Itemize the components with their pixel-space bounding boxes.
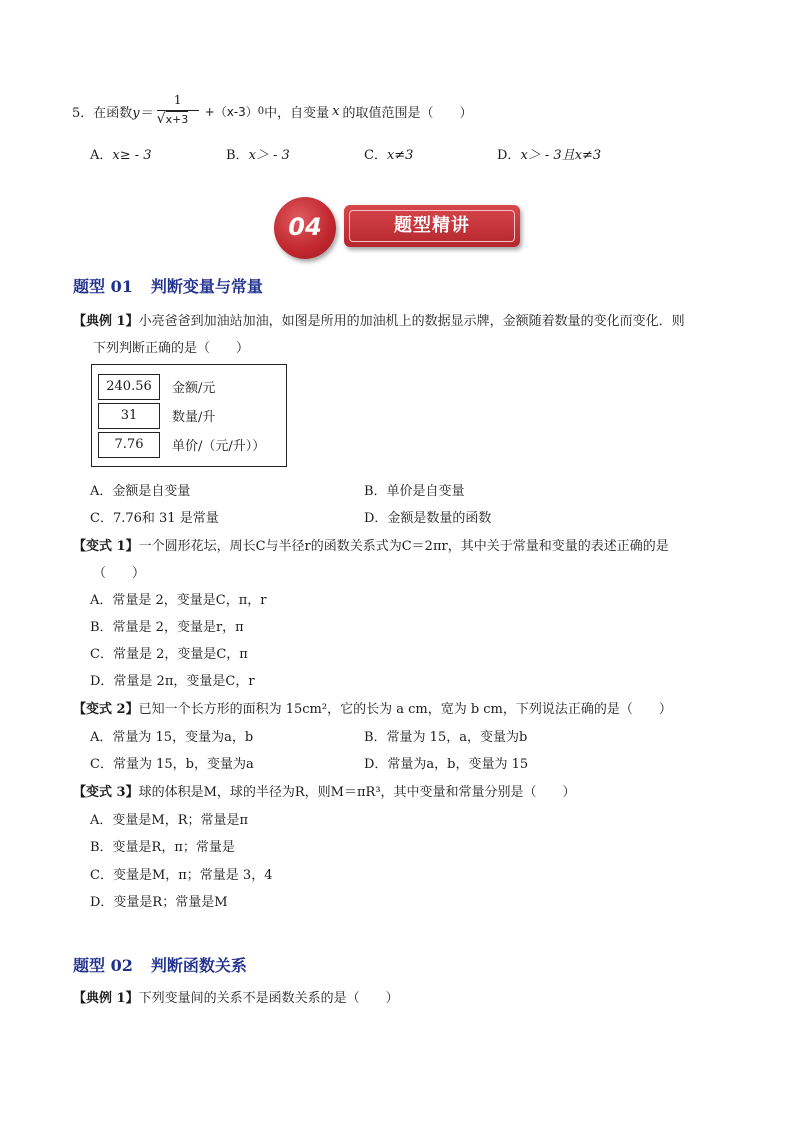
section-01-title: 判断变量与常量 [150,277,263,296]
option-math: x＞ - 3 [248,148,290,163]
option-a[interactable]: A．金额是自变量 [90,484,191,499]
fuel-display-board [91,364,287,467]
variant-3-line-1 [73,781,576,800]
option-math: x≠3 [386,148,414,163]
option-a[interactable]: A．常量为 15，变量为a，b [90,730,254,745]
section-02-number: 题型 02 [73,956,133,975]
radical-icon: √ [156,111,166,127]
example-text: 下列变量间的关系不是函数关系的是（ ） [138,991,399,1006]
option-c[interactable] [364,144,413,163]
option-c[interactable]: C．变量是M，π；常量是 3，4 [90,868,273,883]
example-2-line-1 [73,987,399,1006]
option-c[interactable]: C．7.76和 31 是常量 [90,511,219,526]
question-5-lead: 5．在函数 [72,105,133,121]
question-5-stem [72,93,473,127]
variant-text: 一个圆形花坛，周长C与半径r的函数关系式为C＝2πr，其中关于常量和变量的表述正确的是 [138,539,669,554]
display-value-quantity: 31 [98,403,160,429]
option-d[interactable]: D．常量是 2π，变量是C，r [90,674,255,689]
section-banner [344,205,520,247]
fraction-numerator: 1 [173,93,182,107]
display-value-amount: 240.56 [98,374,160,400]
example-tag: 【典例 1】 [73,991,139,1006]
option-d[interactable]: D．常量为a，b，变量为 15 [364,757,529,772]
variant-text: 已知一个长方形的面积为 15cm²，它的长为 a cm，宽为 b cm，下列说法正确的是（ ） [138,702,672,717]
variable-x: x [332,103,340,119]
option-math: x≥ - 3 [112,148,152,163]
option-letter: C． [364,148,387,163]
option-letter: A． [90,148,113,163]
section-02-heading [73,953,247,976]
variant-text: 球的体积是M，球的半径为R，则M＝πR³，其中变量和常量分别是（ ） [138,785,576,800]
option-b[interactable]: B．单价是自变量 [364,484,465,499]
section-01-number: 题型 01 [73,277,133,296]
section-02-title: 判断函数关系 [150,956,247,975]
option-b[interactable] [226,144,290,163]
variant-tag: 【变式 1】 [73,539,139,554]
option-a[interactable] [90,144,152,163]
display-label-price: 单价/（元/升）） [172,439,266,454]
option-a[interactable]: A．常量是 2，变量是C，π，r [90,593,267,608]
example-text: 小亮爸爸到加油站加油，如图是所用的加油机上的数据显示牌，金额随着数量的变化而变化．则 [138,314,685,329]
variant-1-line-2: （ ） [93,566,146,581]
section-number: 04 [288,213,322,241]
question-5-middle: 中，自变量 [264,105,330,121]
example-1-line-1 [73,310,685,329]
section-01-heading [73,274,263,297]
exponent: 0 [257,105,265,117]
option-a[interactable]: A．变量是M，R；常量是π [90,813,249,828]
variant-1-line-1 [73,535,669,554]
option-c[interactable]: C．常量是 2，变量是C，π [90,647,248,662]
y-equals: y＝ [132,105,153,121]
example-tag: 【典例 1】 [73,314,139,329]
option-c[interactable]: C．常量为 15，b，变量为a [90,757,254,772]
option-b[interactable]: B．变量是R，π；常量是 [90,840,235,855]
variant-tag: 【变式 2】 [73,702,139,717]
section-number-badge [274,197,336,259]
variant-2-line-1 [73,698,672,717]
display-value-price: 7.76 [98,432,160,458]
variant-tag: 【变式 3】 [73,785,139,800]
option-math: x＞ - 3且x≠3 [520,148,602,163]
fraction-formula [155,93,201,129]
display-label-amount: 金额/元 [172,381,216,396]
example-1-line-2: 下列判断正确的是（ ） [93,341,250,356]
fraction-denominator [157,111,189,127]
option-b[interactable]: B．常量是 2，变量是r，π [90,620,244,635]
option-d[interactable]: D．变量是R；常量是M [90,895,228,910]
option-b[interactable]: B．常量为 15，a，变量为b [364,730,528,745]
option-letter: D． [497,148,521,163]
formula-tail: +（x-3） [204,104,258,119]
option-letter: B． [226,148,249,163]
radicand: x+3 [165,113,189,126]
section-banner-title: 题型精讲 [349,210,515,242]
display-label-quantity: 数量/升 [172,410,216,425]
option-d[interactable]: D．金额是数量的函数 [364,511,492,526]
question-5-end: 的取值范围是（ ） [342,105,473,121]
option-d[interactable] [497,144,601,163]
